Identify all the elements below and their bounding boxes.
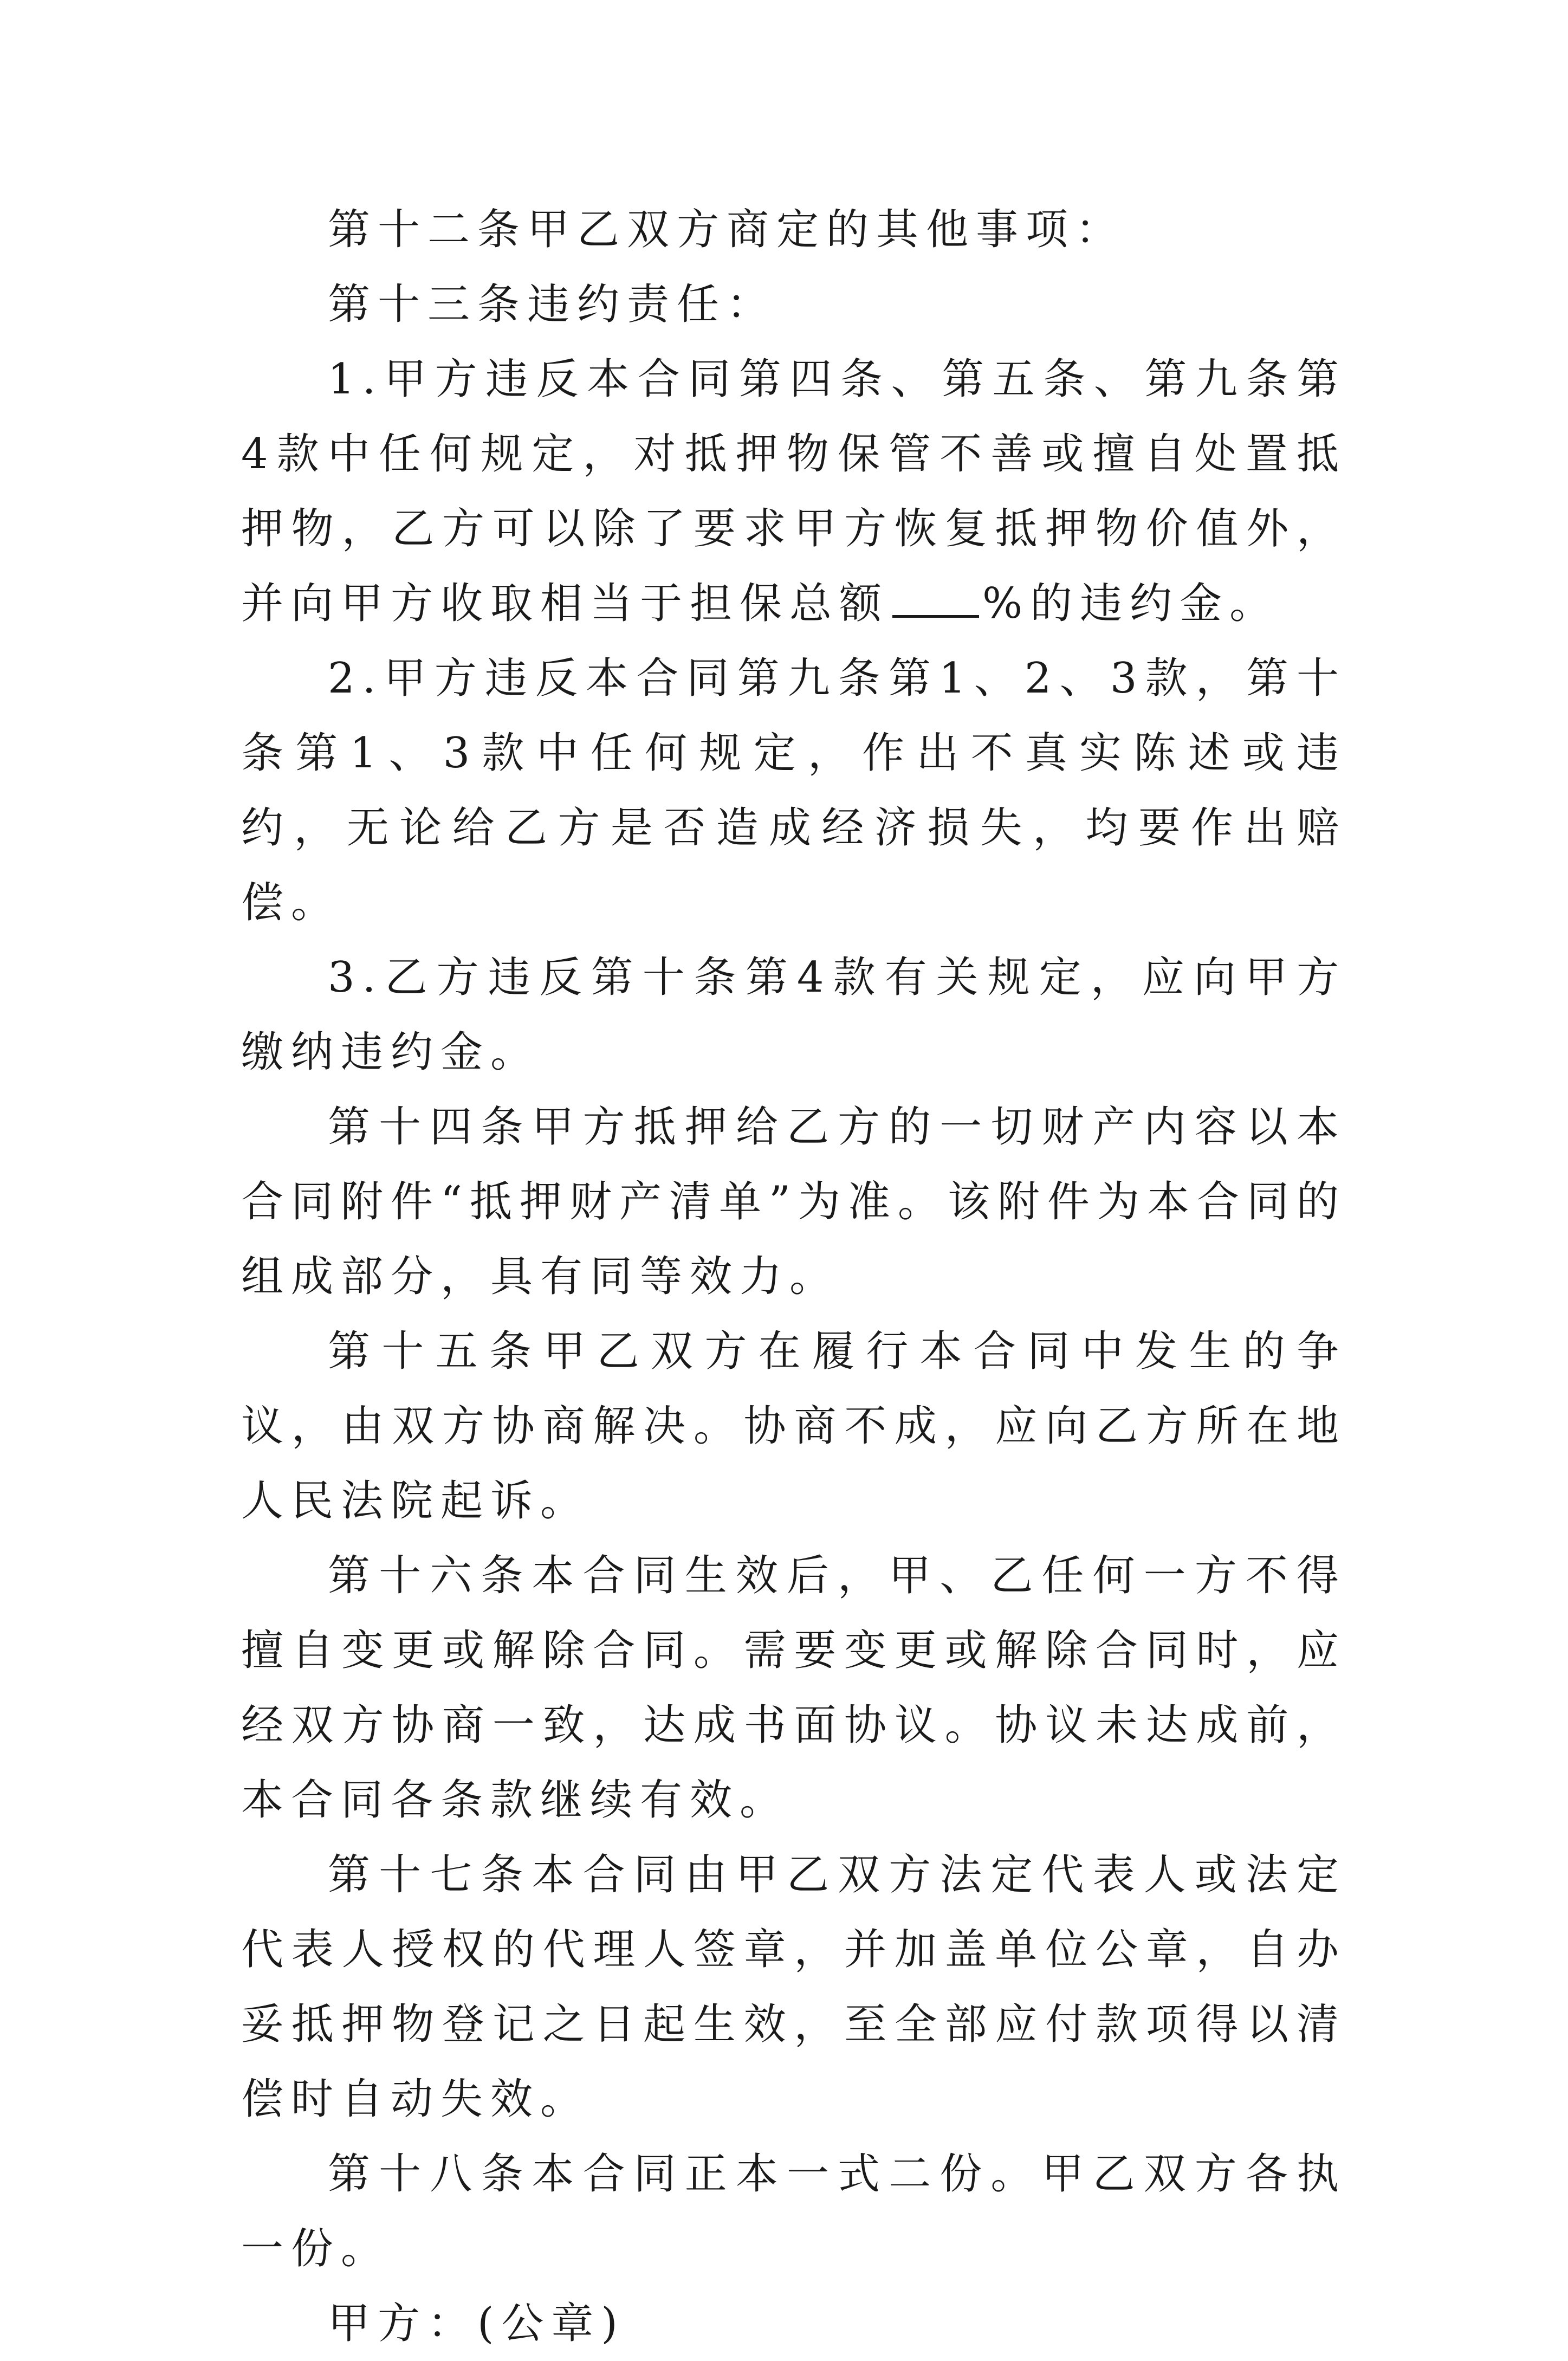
clause-14: 第十四条甲方抵押给乙方的一切财产内容以本合同附件“抵押财产清单”为准。该附件为本合同的组成部分，具有同等效力。 xyxy=(241,1103,1346,1301)
clause-13-item-2: 2.甲方违反本合同第九条第1、2、3款，第十条第1、3款中任何规定，作出不真实陈述或违约，无论给乙方是否造成经济损失，均要作出赔偿。 xyxy=(241,654,1346,927)
clause-13-item-1-text: 1.甲方违反本合同第四条、第五条、第九条第4款中任何规定，对抵押物保管不善或擅自处置抵押物，乙方可以除了要求甲方恢复抵押物价值外，并向甲方收取相当于担保总额 xyxy=(241,355,1346,628)
fill-in-blank xyxy=(892,577,979,618)
clause-13-item-3: 3.乙方违反第十条第4款有关规定，应向甲方缴纳违约金。 xyxy=(241,953,1346,1077)
clause-15: 第十五条甲乙双方在履行本合同中发生的争议，由双方协商解决。协商不成，应向乙方所在地人民法院起诉。 xyxy=(241,1327,1346,1525)
clause-12: 第十二条甲乙双方商定的其他事项： xyxy=(328,205,1126,254)
clause-17: 第十七条本合同由甲乙双方法定代表人或法定代表人授权的代理人签章，并加盖单位公章，自办妥抵押物登记之日起生效，至全部应付款项得以清偿时自动失效。 xyxy=(241,1851,1346,2124)
party-a-seal: 甲方：(公章) xyxy=(328,2299,625,2348)
contract-body xyxy=(241,192,1346,2361)
clause-16: 第十六条本合同生效后，甲、乙任何一方不得擅自变更或解除合同。需要变更或解除合同时，应经双方协商一致，达成书面协议。协议未达成前，本合同各条款继续有效。 xyxy=(241,1551,1346,1825)
clause-18: 第十八条本合同正本一式二份。甲乙双方各执一份。 xyxy=(241,2150,1346,2273)
clause-13-item-1-tail: %的违约金。 xyxy=(982,579,1280,628)
clause-13-heading: 第十三条违约责任： xyxy=(328,280,777,329)
clause-13-item-1 xyxy=(241,342,1346,641)
